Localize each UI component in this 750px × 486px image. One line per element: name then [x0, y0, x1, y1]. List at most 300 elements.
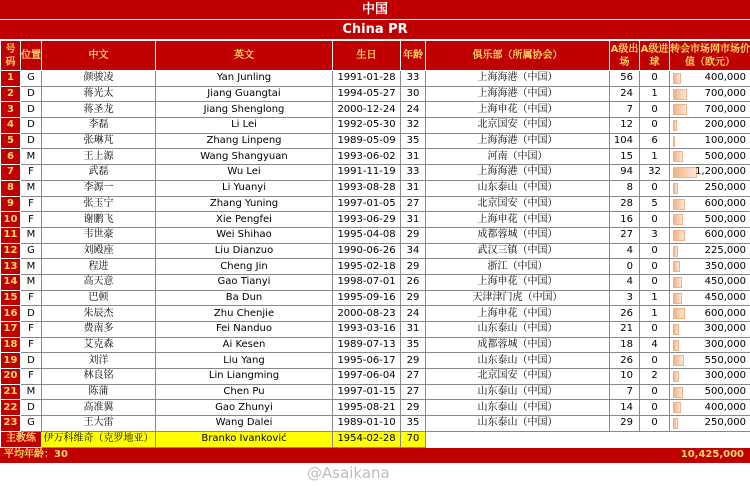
player-dob: 1993-03-16 [333, 322, 401, 338]
table-row [1, 118, 750, 134]
player-caps: 15 [610, 149, 640, 165]
market-value-text: 225,000 [704, 244, 746, 256]
player-number: 15 [1, 290, 21, 306]
player-dob: 1997-01-15 [333, 384, 401, 400]
player-name-en: Gao Zhunyi [156, 400, 333, 416]
market-value-bar [673, 120, 677, 131]
player-caps: 14 [610, 400, 640, 416]
player-market-value [670, 322, 750, 338]
market-value-text: 350,000 [704, 260, 746, 272]
player-caps: 94 [610, 165, 640, 181]
table-row [1, 149, 750, 165]
market-value-text: 700,000 [704, 103, 746, 115]
player-number: 7 [1, 165, 21, 181]
player-age: 24 [401, 306, 426, 322]
player-goals: 1 [640, 149, 670, 165]
player-age: 34 [401, 243, 426, 259]
table-row [1, 102, 750, 118]
market-value-text: 450,000 [704, 291, 746, 303]
player-number: 2 [1, 86, 21, 102]
market-value-bar [673, 183, 678, 194]
player-position: D [21, 400, 42, 416]
player-goals: 0 [640, 259, 670, 275]
coach-name-en: Branko Ivanković [156, 431, 333, 447]
player-goals: 1 [640, 86, 670, 102]
player-position: F [21, 322, 42, 338]
player-club: 武汉三镇（中国） [426, 243, 610, 259]
table-row [1, 322, 750, 338]
average-age: 平均年龄：30 [1, 447, 333, 462]
market-value-text: 700,000 [704, 88, 746, 100]
coach-age: 70 [401, 431, 426, 447]
table-row [1, 71, 750, 87]
player-dob: 1989-07-13 [333, 337, 401, 353]
header-caps: A级出场 [610, 41, 640, 71]
player-market-value [670, 149, 750, 165]
player-goals: 0 [640, 71, 670, 87]
player-dob: 1995-04-08 [333, 227, 401, 243]
market-value-text: 200,000 [704, 119, 746, 131]
team-title-english: China PR [0, 20, 750, 40]
market-value-bar [673, 214, 683, 225]
player-goals: 2 [640, 369, 670, 385]
player-position: M [21, 274, 42, 290]
player-goals: 0 [640, 384, 670, 400]
player-goals: 3 [640, 227, 670, 243]
market-value-bar [673, 151, 683, 162]
player-dob: 1989-01-10 [333, 416, 401, 432]
player-club: 山东泰山（中国） [426, 180, 610, 196]
player-club: 浙江（中国） [426, 259, 610, 275]
player-position: M [21, 227, 42, 243]
market-value-bar [673, 324, 679, 335]
player-age: 31 [401, 180, 426, 196]
player-caps: 0 [610, 259, 640, 275]
player-goals: 1 [640, 290, 670, 306]
player-age: 29 [401, 400, 426, 416]
player-position: M [21, 259, 42, 275]
player-name-en: Cheng Jin [156, 259, 333, 275]
player-goals: 0 [640, 212, 670, 228]
player-name-cn: 武磊 [42, 165, 156, 181]
player-name-en: Gao Tianyi [156, 274, 333, 290]
player-age: 24 [401, 102, 426, 118]
player-market-value [670, 243, 750, 259]
player-name-en: Xie Pengfei [156, 212, 333, 228]
total-market-value: 10,425,000 [670, 447, 750, 462]
player-goals: 6 [640, 133, 670, 149]
market-value-bar [673, 308, 685, 319]
player-name-cn: 朱辰杰 [42, 306, 156, 322]
player-number: 11 [1, 227, 21, 243]
player-dob: 2000-12-24 [333, 102, 401, 118]
market-value-text: 250,000 [704, 182, 746, 194]
player-club: 北京国安（中国） [426, 369, 610, 385]
market-value-bar [673, 261, 680, 272]
player-position: G [21, 243, 42, 259]
table-row [1, 165, 750, 181]
player-club: 山东泰山（中国） [426, 353, 610, 369]
market-value-bar [673, 246, 678, 257]
player-goals: 0 [640, 400, 670, 416]
player-dob: 1997-06-04 [333, 369, 401, 385]
player-club: 上海海港（中国） [426, 165, 610, 181]
market-value-bar [673, 418, 678, 429]
player-name-cn: 巴顿 [42, 290, 156, 306]
player-name-en: Wang Shangyuan [156, 149, 333, 165]
player-dob: 1995-06-17 [333, 353, 401, 369]
player-goals: 32 [640, 165, 670, 181]
player-age: 30 [401, 86, 426, 102]
player-age: 32 [401, 118, 426, 134]
player-dob: 1991-01-28 [333, 71, 401, 87]
player-caps: 56 [610, 71, 640, 87]
player-position: G [21, 416, 42, 432]
player-position: D [21, 86, 42, 102]
player-market-value [670, 212, 750, 228]
player-name-cn: 艾克森 [42, 337, 156, 353]
player-name-en: Zhu Chenjie [156, 306, 333, 322]
player-age: 29 [401, 227, 426, 243]
player-market-value [670, 133, 750, 149]
player-club: 天津津门虎（中国） [426, 290, 610, 306]
player-name-en: Zhang Linpeng [156, 133, 333, 149]
player-age: 31 [401, 212, 426, 228]
table-row [1, 274, 750, 290]
player-name-cn: 林良铭 [42, 369, 156, 385]
player-caps: 8 [610, 180, 640, 196]
player-name-cn: 张琳芃 [42, 133, 156, 149]
player-name-en: Jiang Shenglong [156, 102, 333, 118]
weibo-watermark: @Asaikana [307, 464, 390, 482]
player-market-value [670, 337, 750, 353]
player-age: 35 [401, 133, 426, 149]
player-market-value [670, 227, 750, 243]
player-name-cn: 蒋光太 [42, 86, 156, 102]
player-number: 16 [1, 306, 21, 322]
player-position: D [21, 118, 42, 134]
player-club: 河南（中国） [426, 149, 610, 165]
table-row [1, 416, 750, 432]
header-row [1, 41, 750, 71]
player-name-cn: 陈蒲 [42, 384, 156, 400]
player-club: 山东泰山（中国） [426, 322, 610, 338]
player-number: 19 [1, 353, 21, 369]
player-name-cn: 李源一 [42, 180, 156, 196]
header-goals: A级进球 [640, 41, 670, 71]
header-pos: 位置 [21, 41, 42, 71]
player-age: 31 [401, 149, 426, 165]
header-cn: 中文 [42, 41, 156, 71]
player-goals: 0 [640, 243, 670, 259]
player-number: 20 [1, 369, 21, 385]
player-age: 29 [401, 290, 426, 306]
market-value-text: 300,000 [704, 323, 746, 335]
player-club: 上海海港（中国） [426, 133, 610, 149]
player-market-value [670, 369, 750, 385]
header-no: 号码 [1, 41, 21, 71]
table-row [1, 259, 750, 275]
coach-label: 主教练 [1, 431, 42, 447]
player-goals: 1 [640, 306, 670, 322]
player-dob: 1989-05-09 [333, 133, 401, 149]
player-club: 山东泰山（中国） [426, 400, 610, 416]
player-caps: 4 [610, 274, 640, 290]
player-position: F [21, 196, 42, 212]
coach-dob: 1954-02-28 [333, 431, 401, 447]
footer-row [1, 447, 750, 462]
player-age: 26 [401, 274, 426, 290]
player-position: F [21, 290, 42, 306]
player-caps: 4 [610, 243, 640, 259]
header-age: 年龄 [401, 41, 426, 71]
player-dob: 1997-01-05 [333, 196, 401, 212]
player-caps: 28 [610, 196, 640, 212]
player-position: F [21, 369, 42, 385]
market-value-text: 500,000 [704, 150, 746, 162]
table-row [1, 243, 750, 259]
player-name-en: Jiang Guangtai [156, 86, 333, 102]
player-club: 上海海港（中国） [426, 86, 610, 102]
player-club: 上海申花（中国） [426, 212, 610, 228]
player-market-value [670, 86, 750, 102]
player-number: 8 [1, 180, 21, 196]
player-name-cn: 刘洋 [42, 353, 156, 369]
player-age: 29 [401, 353, 426, 369]
player-name-en: Lin Liangming [156, 369, 333, 385]
player-name-cn: 程进 [42, 259, 156, 275]
player-age: 31 [401, 322, 426, 338]
table-row [1, 196, 750, 212]
player-age: 27 [401, 384, 426, 400]
player-number: 4 [1, 118, 21, 134]
player-dob: 1995-09-16 [333, 290, 401, 306]
player-number: 6 [1, 149, 21, 165]
market-value-bar [673, 104, 687, 115]
table-row [1, 86, 750, 102]
market-value-bar [673, 230, 685, 241]
table-row [1, 133, 750, 149]
player-number: 17 [1, 322, 21, 338]
player-goals: 0 [640, 118, 670, 134]
header-value: 转会市场网市场价值（欧元） [670, 41, 750, 71]
player-number: 18 [1, 337, 21, 353]
player-age: 35 [401, 416, 426, 432]
player-club: 成都蓉城（中国） [426, 227, 610, 243]
header-dob: 生日 [333, 41, 401, 71]
player-caps: 18 [610, 337, 640, 353]
player-club: 山东泰山（中国） [426, 384, 610, 400]
player-age: 27 [401, 196, 426, 212]
player-number: 9 [1, 196, 21, 212]
player-number: 12 [1, 243, 21, 259]
player-caps: 26 [610, 353, 640, 369]
player-goals: 0 [640, 416, 670, 432]
market-value-text: 550,000 [704, 354, 746, 366]
player-club: 上海海港（中国） [426, 71, 610, 87]
player-name-cn: 颜骏凌 [42, 71, 156, 87]
player-position: F [21, 165, 42, 181]
table-row [1, 369, 750, 385]
team-title-chinese: 中国 [0, 0, 750, 20]
player-club: 上海申花（中国） [426, 274, 610, 290]
market-value-text: 400,000 [704, 72, 746, 84]
market-value-bar [673, 387, 683, 398]
market-value-text: 450,000 [704, 276, 746, 288]
player-name-en: Wu Lei [156, 165, 333, 181]
market-value-bar [673, 371, 679, 382]
player-market-value [670, 259, 750, 275]
player-caps: 10 [610, 369, 640, 385]
player-name-en: Li Lei [156, 118, 333, 134]
player-market-value [670, 118, 750, 134]
player-caps: 27 [610, 227, 640, 243]
market-value-text: 600,000 [704, 307, 746, 319]
player-dob: 1993-06-02 [333, 149, 401, 165]
player-market-value [670, 416, 750, 432]
player-number: 5 [1, 133, 21, 149]
table-row [1, 353, 750, 369]
player-number: 10 [1, 212, 21, 228]
player-market-value [670, 400, 750, 416]
player-dob: 1998-07-01 [333, 274, 401, 290]
player-market-value [670, 71, 750, 87]
coach-empty-cell [640, 431, 670, 447]
coach-name-cn: 伊万科维奇（克罗地亚） [42, 431, 156, 447]
player-goals: 0 [640, 274, 670, 290]
player-dob: 1993-06-29 [333, 212, 401, 228]
table-row [1, 337, 750, 353]
player-caps: 29 [610, 416, 640, 432]
market-value-bar [673, 355, 684, 366]
table-row [1, 306, 750, 322]
player-position: M [21, 384, 42, 400]
player-position: M [21, 149, 42, 165]
player-caps: 21 [610, 322, 640, 338]
player-name-en: Wei Shihao [156, 227, 333, 243]
player-club: 上海申花（中国） [426, 102, 610, 118]
player-caps: 12 [610, 118, 640, 134]
player-dob: 1993-08-28 [333, 180, 401, 196]
market-value-bar [673, 402, 681, 413]
player-goals: 0 [640, 322, 670, 338]
player-club: 山东泰山（中国） [426, 416, 610, 432]
player-club: 北京国安（中国） [426, 118, 610, 134]
market-value-text: 400,000 [704, 401, 746, 413]
player-name-en: Wang Dalei [156, 416, 333, 432]
player-name-en: Zhang Yuning [156, 196, 333, 212]
coach-empty-cell [426, 431, 610, 447]
player-name-en: Fei Nanduo [156, 322, 333, 338]
player-number: 23 [1, 416, 21, 432]
table-row [1, 400, 750, 416]
player-name-cn: 蒋圣龙 [42, 102, 156, 118]
player-position: D [21, 133, 42, 149]
player-number: 13 [1, 259, 21, 275]
player-name-en: Chen Pu [156, 384, 333, 400]
market-value-text: 300,000 [704, 370, 746, 382]
player-position: G [21, 71, 42, 87]
player-name-en: Li Yuanyi [156, 180, 333, 196]
player-position: D [21, 353, 42, 369]
player-age: 35 [401, 337, 426, 353]
player-goals: 0 [640, 102, 670, 118]
player-dob: 1995-02-18 [333, 259, 401, 275]
player-dob: 1991-11-19 [333, 165, 401, 181]
player-goals: 4 [640, 337, 670, 353]
table-row [1, 227, 750, 243]
player-name-cn: 高准翼 [42, 400, 156, 416]
player-age: 33 [401, 71, 426, 87]
market-value-text: 100,000 [704, 135, 746, 147]
player-age: 27 [401, 369, 426, 385]
market-value-bar [673, 89, 687, 100]
player-name-cn: 张玉宁 [42, 196, 156, 212]
player-name-en: Ba Dun [156, 290, 333, 306]
player-name-cn: 王大雷 [42, 416, 156, 432]
player-position: F [21, 212, 42, 228]
market-value-bar [673, 340, 679, 351]
market-value-bar [673, 199, 685, 210]
header-club: 俱乐部（所属协会） [426, 41, 610, 71]
player-market-value [670, 102, 750, 118]
player-name-en: Yan Junling [156, 71, 333, 87]
footer-spacer [333, 447, 670, 462]
player-dob: 1992-05-30 [333, 118, 401, 134]
roster-table [0, 40, 750, 463]
player-caps: 26 [610, 306, 640, 322]
player-market-value [670, 196, 750, 212]
player-market-value [670, 384, 750, 400]
market-value-text: 1,200,000 [695, 166, 746, 178]
player-name-cn: 韦世豪 [42, 227, 156, 243]
player-number: 1 [1, 71, 21, 87]
player-club: 北京国安（中国） [426, 196, 610, 212]
header-en: 英文 [156, 41, 333, 71]
player-caps: 3 [610, 290, 640, 306]
player-age: 29 [401, 259, 426, 275]
player-name-cn: 费南多 [42, 322, 156, 338]
player-name-en: Liu Dianzuo [156, 243, 333, 259]
player-market-value [670, 306, 750, 322]
player-market-value [670, 353, 750, 369]
player-age: 33 [401, 165, 426, 181]
player-name-cn: 高天意 [42, 274, 156, 290]
player-market-value [670, 274, 750, 290]
player-position: D [21, 102, 42, 118]
player-number: 14 [1, 274, 21, 290]
player-club: 成都蓉城（中国） [426, 337, 610, 353]
player-name-en: Liu Yang [156, 353, 333, 369]
player-number: 21 [1, 384, 21, 400]
table-row [1, 290, 750, 306]
coach-empty-cell [610, 431, 640, 447]
market-value-bar [673, 136, 675, 147]
table-row [1, 180, 750, 196]
market-value-text: 250,000 [704, 417, 746, 429]
player-number: 3 [1, 102, 21, 118]
player-market-value [670, 180, 750, 196]
market-value-text: 500,000 [704, 386, 746, 398]
player-name-en: Ai Kesen [156, 337, 333, 353]
market-value-bar [673, 277, 682, 288]
market-value-bar [673, 167, 697, 178]
player-name-cn: 李磊 [42, 118, 156, 134]
player-market-value [670, 290, 750, 306]
player-club: 上海申花（中国） [426, 306, 610, 322]
player-caps: 7 [610, 102, 640, 118]
player-goals: 5 [640, 196, 670, 212]
